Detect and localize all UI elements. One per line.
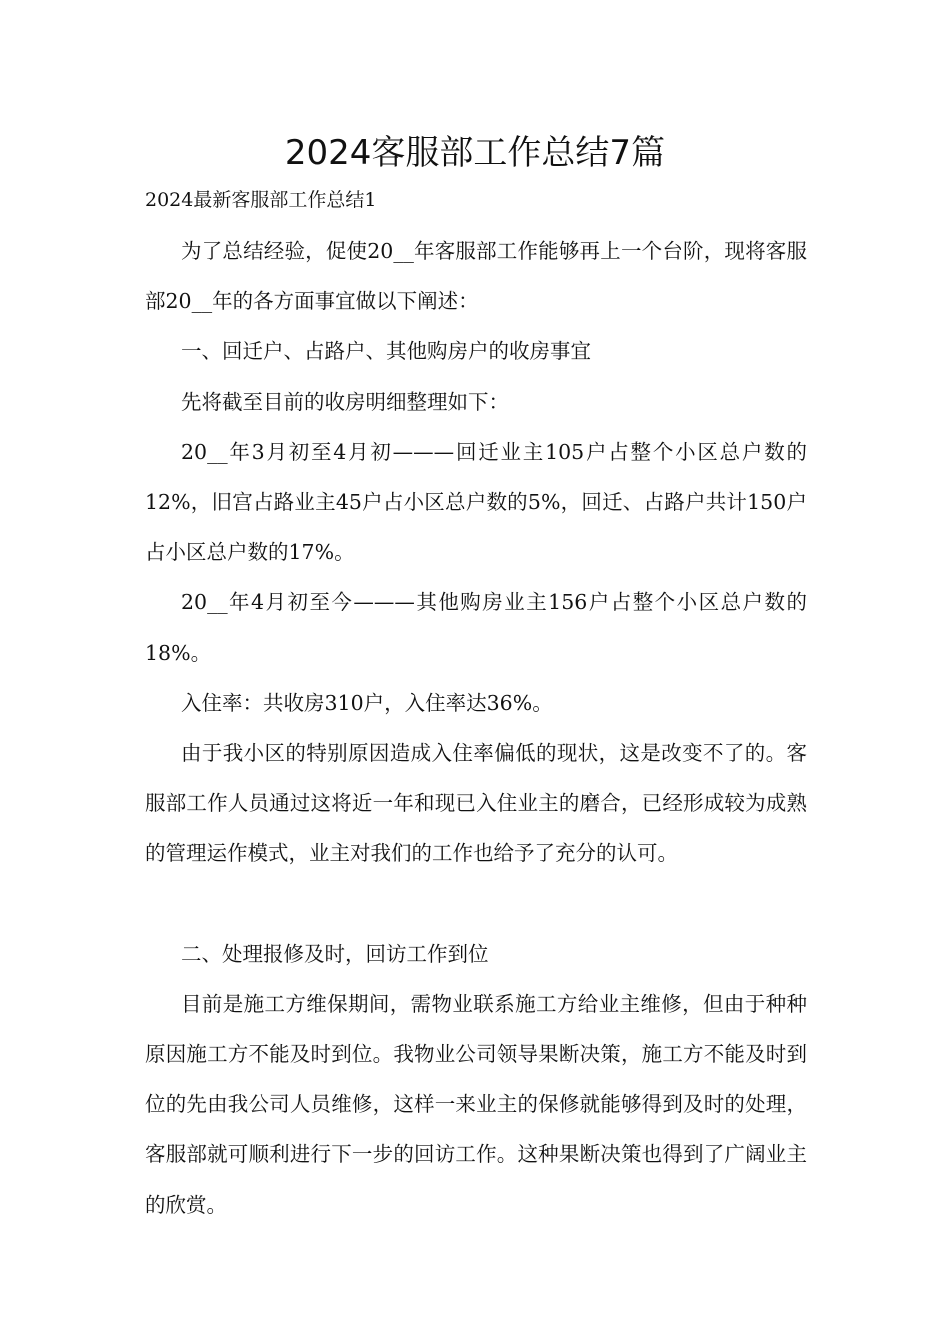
blank-line [145, 879, 807, 929]
paragraph-intro: 为了总结经验，促使20__年客服部工作能够再上一个台阶，现将客服部20__年的各方面事宜做以下阐述： [145, 239, 807, 314]
paragraph: 20__年3月初至4月初———回迁业主105户占整个小区总户数的12%，旧宫占路业主45户占小区总户数的5%，回迁、占路户共计150户占小区总户数的17%。 [145, 439, 807, 565]
paragraph: 20__年4月初至今———其他购房业主156户占整个小区总户数的18%。 [145, 590, 807, 665]
section-heading-1: 一、回迁户、占路户、其他购房户的收房事宜 [181, 339, 591, 364]
paragraph: 入住率：共收房310户，入住率达36%。 [181, 690, 553, 715]
paragraph: 由于我小区的特别原因造成入住率偏低的现状，这是改变不了的。客服部工作人员通过这将近一年和现已入住业主的磨合，已经形成较为成熟的管理运作模式，业主对我们的工作也给予了充分的认可。 [145, 741, 807, 866]
section-heading-2: 二、处理报修及时，回访工作到位 [181, 941, 489, 966]
paragraph: 目前是施工方维保期间，需物业联系施工方给业主维修，但由于种种原因施工方不能及时到位。我物业公司领导果断决策，施工方不能及时到位的先由我公司人员维修，这样一来业主的保修就能够得到及时的处理，客服部就可顺利进行下一步的回访工作。这种果断决策也得到了广阔业主的欣赏。 [145, 991, 807, 1217]
paragraph: 先将截至目前的收房明细整理如下： [181, 389, 509, 414]
document-title: 2024客服部工作总结7篇 [284, 133, 666, 173]
document-subtitle: 2024最新客服部工作总结1 [145, 189, 377, 211]
document-body [145, 226, 807, 1230]
